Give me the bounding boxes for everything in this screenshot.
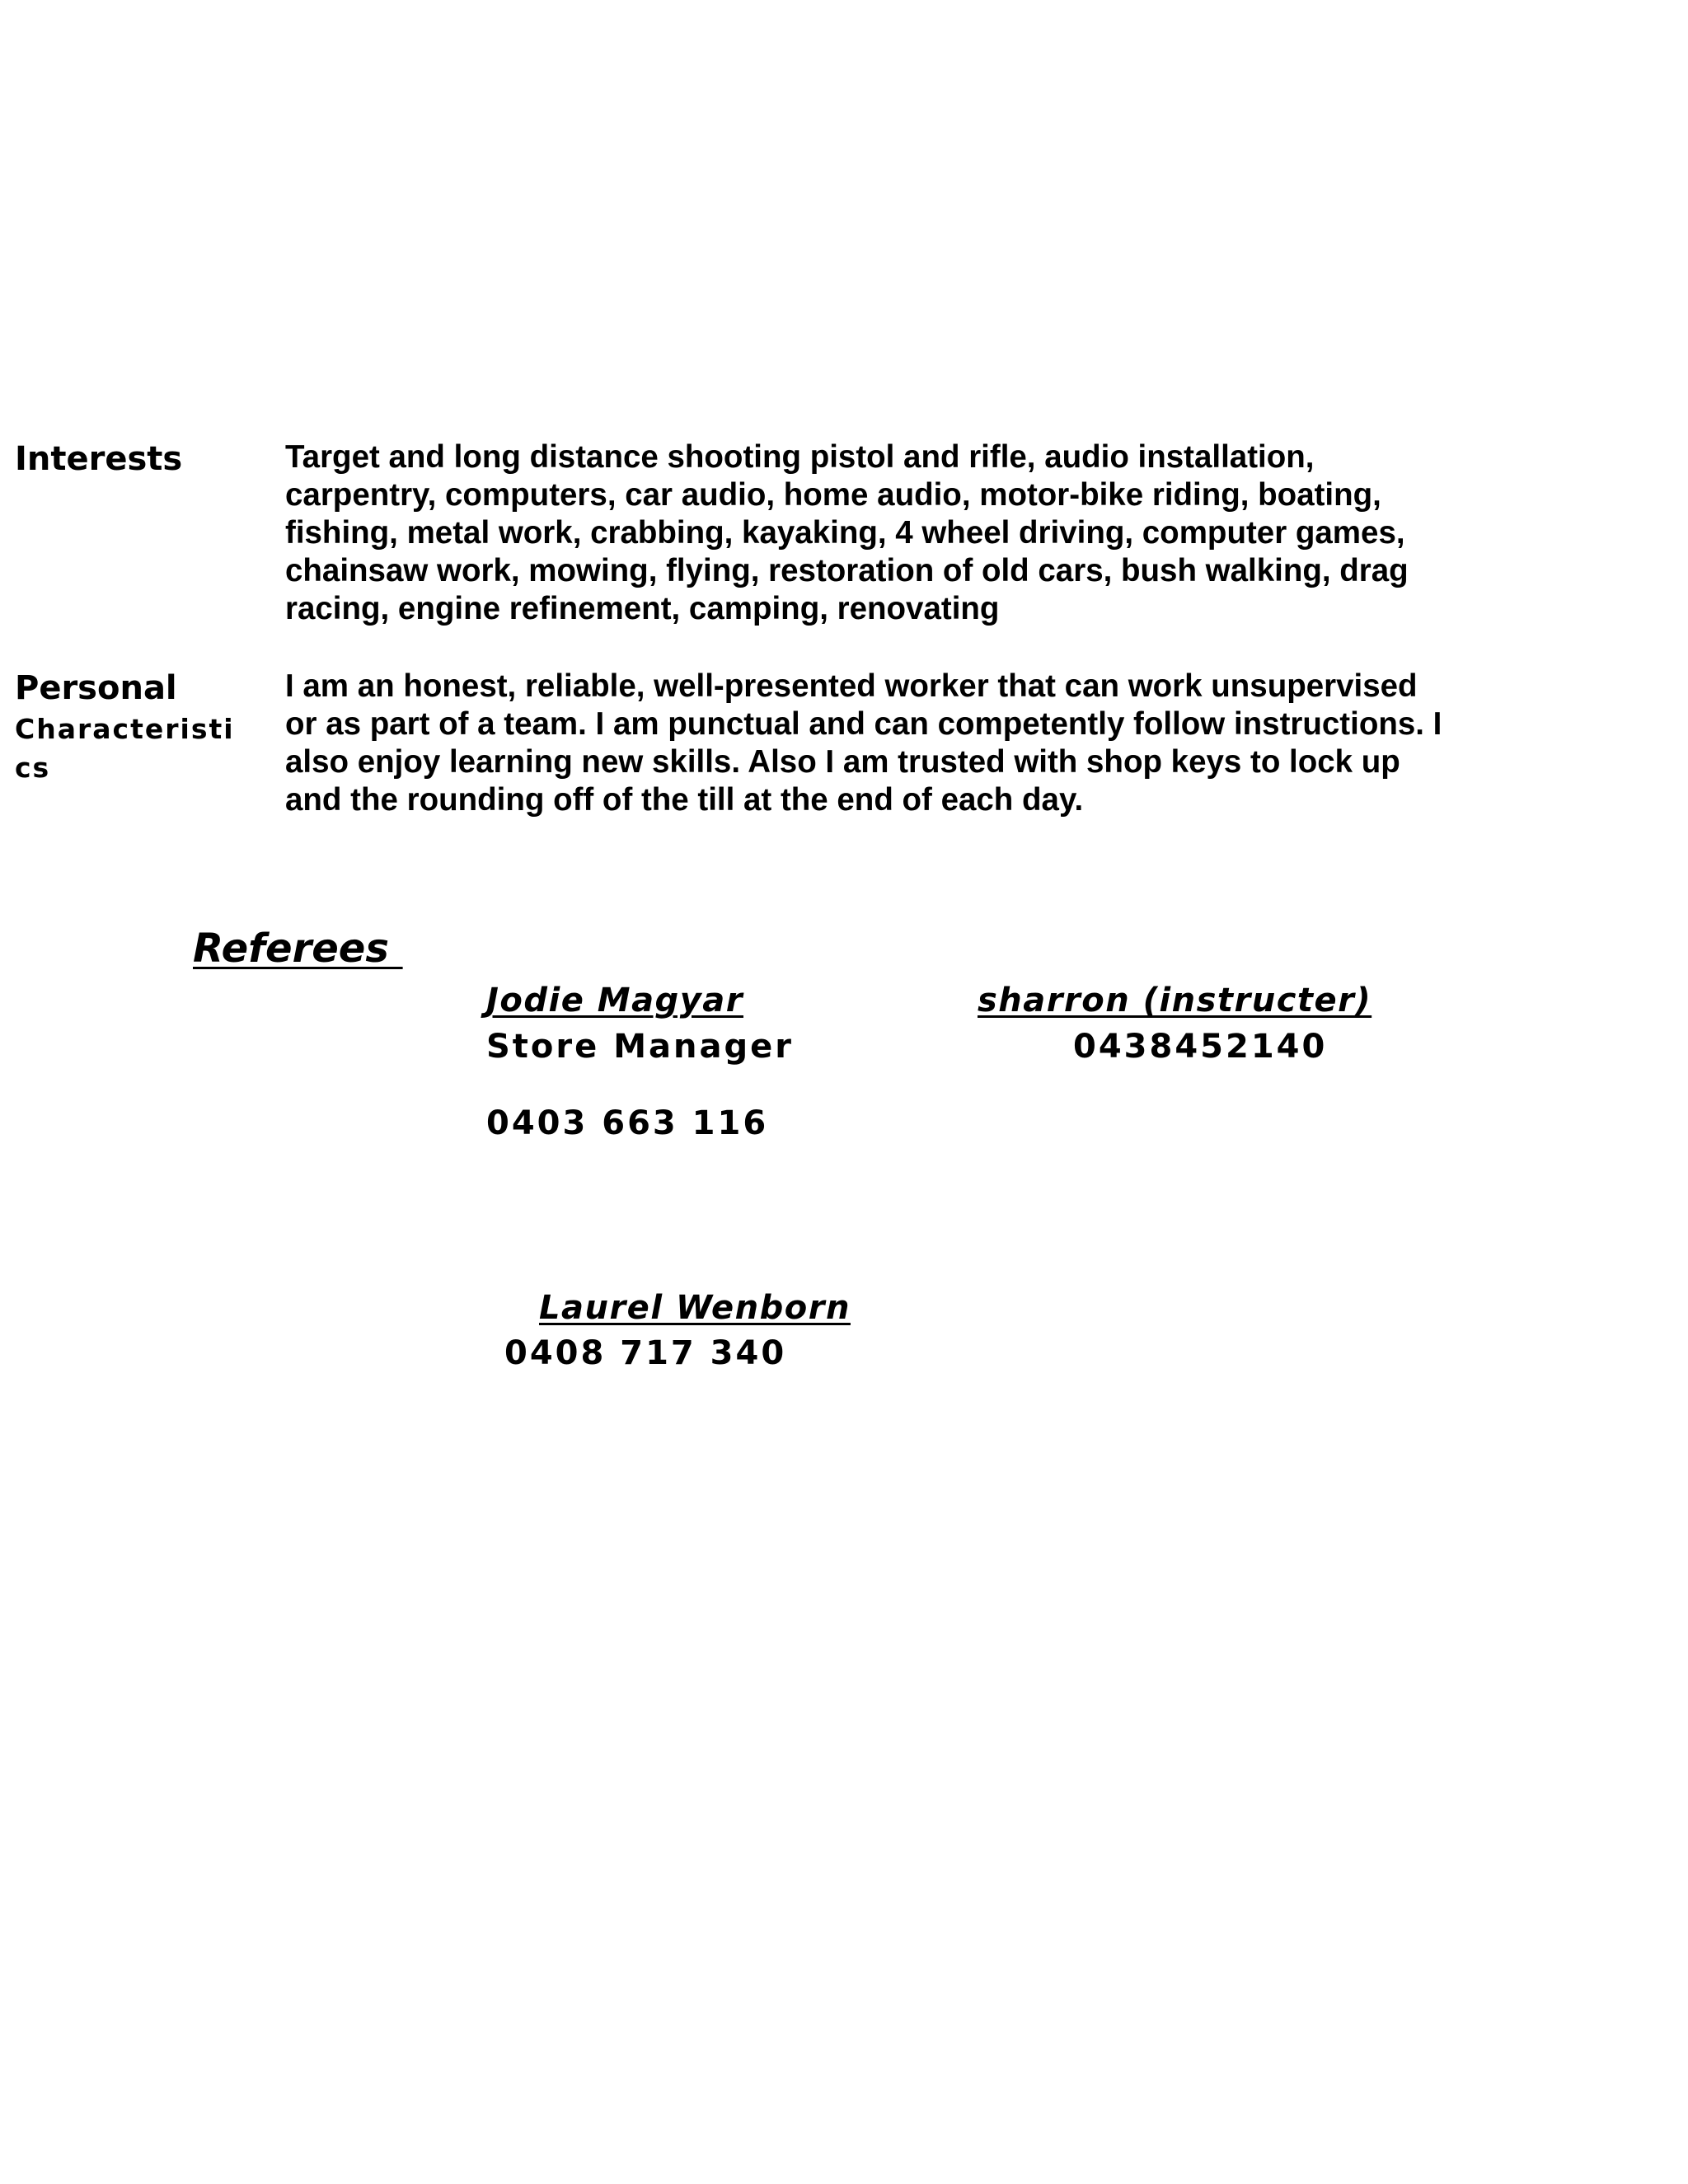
referee-name: Laurel Wenborn: [539, 1289, 851, 1327]
referees-heading: Referees: [193, 926, 403, 972]
referee-phone: 0438452140: [1073, 1028, 1328, 1066]
interests-line: carpentry, computers, car audio, home audio, motor-bike riding, boating,: [285, 477, 1381, 513]
personal-heading-line2: Characteristi: [15, 713, 235, 745]
personal-line: and the rounding off of the till at the end of each day.: [285, 782, 1084, 818]
personal-line: also enjoy learning new skills. Also I am trusted with shop keys to lock up: [285, 744, 1400, 780]
interests-heading: Interests: [15, 440, 183, 478]
referee-role: Store Manager: [486, 1028, 794, 1066]
personal-heading-line3: cs: [15, 752, 51, 784]
referee-phone: 0408 717 340: [504, 1334, 787, 1372]
referee-phone: 0403 663 116: [486, 1104, 769, 1142]
personal-heading: Personal: [15, 669, 177, 707]
interests-line: racing, engine refinement, camping, renovating: [285, 591, 1000, 626]
interests-line: Target and long distance shooting pistol and rifle, audio installation,: [285, 439, 1315, 475]
personal-line: I am an honest, reliable, well-presented worker that can work unsupervised: [285, 668, 1418, 704]
interests-line: chainsaw work, mowing, flying, restoration of old cars, bush walking, drag: [285, 553, 1409, 588]
referee-name: Jodie Magyar: [486, 982, 743, 1019]
personal-text: [285, 668, 1442, 819]
referee-name: sharron (instructer): [978, 982, 1372, 1019]
personal-line: or as part of a team. I am punctual and can competently follow instructions. I: [285, 706, 1442, 742]
interests-line: fishing, metal work, crabbing, kayaking, 4 wheel driving, computer games,: [285, 515, 1405, 551]
interests-text: [285, 438, 1409, 628]
